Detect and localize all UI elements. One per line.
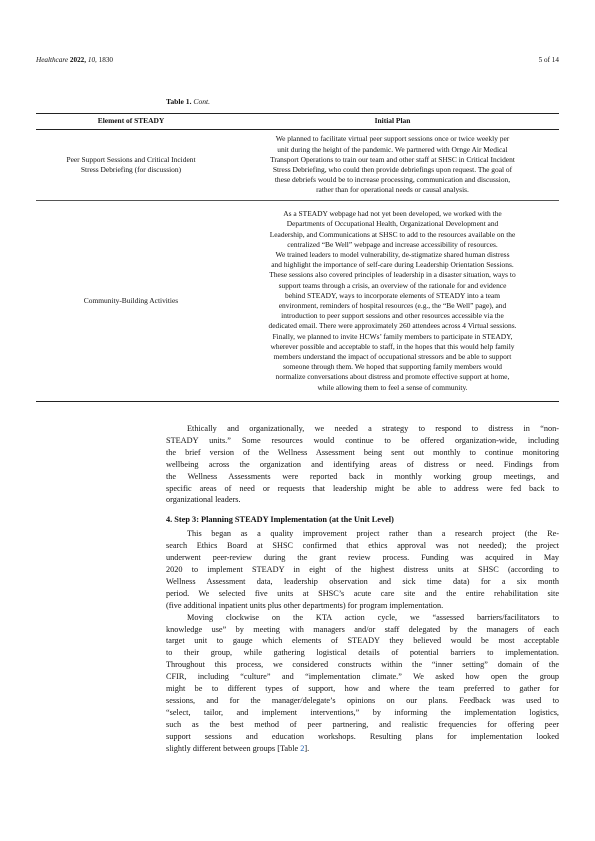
table-cont: Cont.	[193, 97, 211, 106]
cell-line: wherever possible and acceptable to staff, in the hopes that this would help family	[270, 341, 515, 351]
cell-line: centralized “Be Well” webpage and increase accessibility of resources.	[287, 239, 498, 249]
cell-line: Peer Support Sessions and Critical Incident	[66, 154, 196, 164]
text-line	[166, 743, 559, 755]
page-number: 5 of 14	[538, 56, 559, 64]
text-line: the Wellness Assessments were reported back in monthly working group meetings, and	[166, 471, 559, 481]
journal-name: Healthcare	[36, 56, 69, 64]
plan-cell	[226, 209, 559, 393]
text-line: STEADY units.” Some resources would continue to be offered organization-wide, including	[166, 435, 559, 445]
cell-line: rather than for operational needs or causal analysis.	[316, 185, 469, 195]
paragraph	[166, 423, 559, 506]
cell-line: Finally, we planned to invite HCWs’ family members to participate in STEADY,	[272, 331, 513, 341]
body-text	[166, 423, 559, 754]
text-line: CFIR, including “culture” and “implementation climate.” We asked how open the group	[166, 672, 559, 682]
cell-line: members understand the impact of occupational stressors and be able to support	[273, 352, 512, 362]
cell-line: support teams through a crisis, an overview of the rationale for and evidence	[278, 280, 507, 290]
text-line: the brief version of the Wellness Assessment being sent out monthly to continue monitoring	[166, 447, 559, 457]
text-line: to their group, while gathering logistical details of potential barriers to implementation.	[166, 648, 559, 658]
column-header-plan: Initial Plan	[374, 116, 411, 126]
text-line: search Ethics Board at SHSC confirmed that ethics approval was not needed); the project	[166, 541, 559, 551]
text-line: target unit to gauge which elements of STEADY they believed would be most acceptable	[166, 636, 559, 646]
text-line: (five additional inpatient units plus other departments) for program implementation.	[166, 600, 444, 610]
text-line: Throughout this process, we considered constructs within the “inner setting” domain of the	[166, 660, 559, 670]
cell-line: Stress Debriefing, who could then provide debriefings upon request. The goal of	[272, 165, 513, 174]
cell-line: Transport Operations to train our team and other staff at SHSC in Critical Incident	[270, 154, 515, 164]
plan-cell	[226, 134, 559, 195]
element-cell	[36, 296, 226, 306]
cell-line: normalize conversations about distress and promote effective support at home,	[275, 372, 510, 382]
cell-line: dedicated email. There were approximately 260 attendees across 4 Virtual sessions.	[268, 321, 517, 331]
cell-line: We trained leaders to model vulnerability, de-stigmatize shared human distress	[275, 249, 510, 259]
table-label: Table 1.	[166, 97, 192, 106]
text-line: sessions, and for the manager/delegate’s opinions on our plans. Feedback was used to	[166, 695, 559, 705]
table-header-row	[36, 114, 559, 129]
text-line: “select, tailor, and implement interventions,” by informing the implementation logistics,	[166, 707, 559, 717]
journal-volume: 10,	[87, 56, 97, 64]
text-line: Ethically and organizationally, we needed a strategy to respond to distress in “non-	[187, 424, 559, 433]
text-line: 2020 to implement STEADY in eight of the highest distress units at SHSC (according to	[166, 564, 559, 574]
text-line: such as the best method of peer partnering, and realistic frequencies for offering peer	[166, 719, 559, 729]
article-number: 1830	[98, 56, 113, 64]
text-line: period. We selected five units at SHSC’s acute care site and the entire rehabilitation site	[166, 588, 559, 598]
table-row	[36, 130, 559, 200]
table-bottom-rule	[36, 401, 559, 402]
text-line: underwent peer-review during the grant review process. Funding was acquired in May	[166, 553, 559, 563]
cell-line: unit during the height of the pandemic. We partnered with Ornge Air Medical	[277, 144, 508, 154]
cell-line: Leadership, and Communications at SHSC to add to the resources available on the	[269, 229, 516, 239]
text-line: organizational leaders.	[166, 495, 241, 505]
cell-line: someone through them. We hoped that supporting family members would	[282, 362, 503, 372]
cell-line: these debriefs would be to increase processing, communication and discussion,	[274, 175, 511, 185]
cell-line: Departments of Occupational Health, Organizational Development and	[286, 219, 499, 229]
paragraph	[166, 528, 559, 611]
paragraph	[166, 612, 559, 755]
table-reference-link[interactable]: 2	[300, 743, 305, 753]
cell-line: Stress Debriefing (for discussion)	[80, 165, 182, 174]
text-line: This began as a quality improvement project rather than a research project (the Re-	[187, 529, 559, 539]
journal-citation	[36, 56, 113, 64]
text-line: wellbeing across the organization and identifying areas of distress or need. Findings from	[166, 459, 559, 469]
table-row	[36, 201, 559, 401]
journal-year: 2022,	[69, 56, 87, 64]
text-line: specific areas of need or requests that leadership might be able to address were fed back to	[166, 483, 559, 493]
table	[36, 113, 559, 402]
text-line: Moving clockwise on the KTA action cycle, we “assessed barriers/facilitators to	[187, 612, 559, 622]
cell-line: introduction to peer support sessions and other resources accessible via the	[281, 311, 504, 321]
cell-line: and highlight the importance of self-care during Leadership Orientation Sessions.	[271, 260, 514, 270]
element-cell	[36, 155, 226, 175]
cell-line: We planned to facilitate virtual peer support sessions once or twice weekly per	[275, 134, 510, 144]
text-line: Wellness Assessment data, leadership observation and sick time data) for a six month	[166, 576, 559, 586]
cell-line: These sessions also covered principles of leadership in a disaster situation, ways to	[269, 270, 516, 280]
column-header-element: Element of STEADY	[97, 116, 165, 126]
text-line: might be to different types of support, how and where the team preferred to gather for	[166, 684, 559, 694]
text-line: knowledge use” by meeting with managers and/or staff delegated by the managers of each	[166, 624, 559, 634]
cell-line: behind STEADY, ways to incorporate elements of STEADY into a team	[284, 290, 501, 300]
table-caption	[166, 97, 210, 106]
text-line: support sessions and education workshops. Resulting plans for implementation looked	[166, 731, 559, 741]
text-fragment: ].	[304, 743, 310, 753]
cell-line: As a STEADY webpage had not yet been developed, we worked with the	[283, 209, 502, 219]
section-heading: 4. Step 3: Planning STEADY Implementation (at the Unit Level)	[166, 515, 394, 525]
cell-line: environment, reminders of hospital resources (e.g., the “Be Well” page), and	[278, 301, 507, 310]
cell-line: while allowing them to feel a sense of community.	[317, 382, 468, 392]
text-fragment: slightly different between groups [Table	[166, 743, 301, 753]
cell-line: Community-Building Activities	[83, 295, 179, 305]
